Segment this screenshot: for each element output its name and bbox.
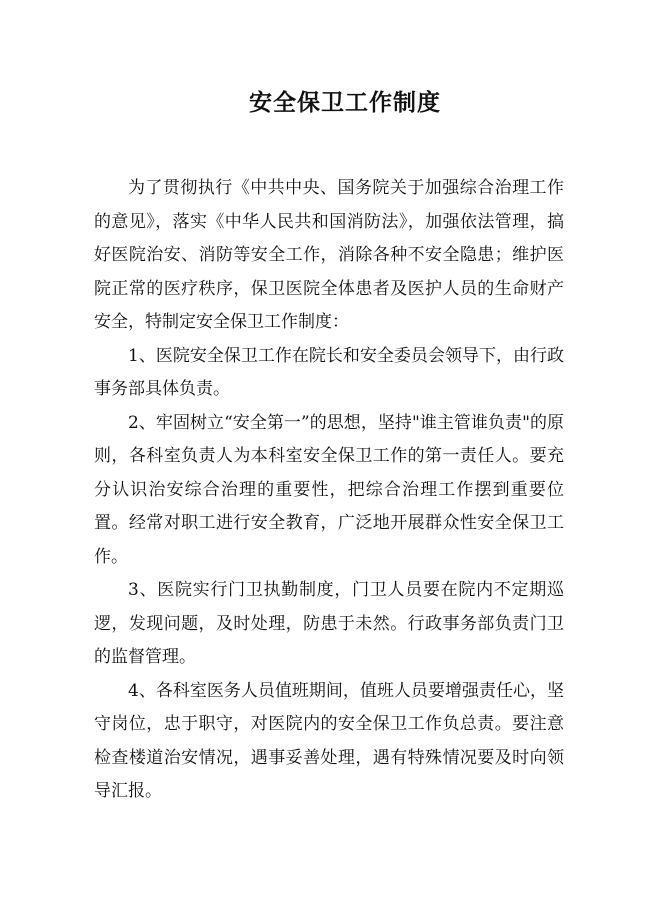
rule-paragraph-4: 4、各科室医务人员值班期间，值班人员要增强责任心，坚守岗位，忠于职守，对医院内的安全保卫工作负总责。要注意检查楼道治安情况，遇事妥善处理，遇有特殊情况要及时向领导汇报。 xyxy=(94,680,564,801)
document-body xyxy=(94,172,564,809)
rule-paragraph-3: 3、医院实行门卫执勤制度，门卫人员要在院内不定期巡逻，发现问题，及时处理，防患于未然。行政事务部负责门卫的监督管理。 xyxy=(94,580,564,667)
rule-paragraph-1: 1、医院安全保卫工作在院长和安全委员会领导下，由行政事务部具体负责。 xyxy=(94,345,564,399)
rule-paragraph-2: 2、牢固树立“安全第一”的思想，坚持"谁主管谁负责"的原则，各科室负责人为本科室安全保卫工作的第一责任人。要充分认识治安综合治理的重要性，把综合治理工作摆到重要位置。经常对职工进行安全教育，广泛地开展群众性安全保卫工作。 xyxy=(94,412,564,567)
document-title: 安全保卫工作制度 xyxy=(249,90,441,116)
intro-paragraph: 为了贯彻执行《中共中央、国务院关于加强综合治理工作的意见》，落实《中华人民共和国消防法》，加强依法管理，搞好医院治安、消防等安全工作，消除各种不安全隐患；维护医院正常的医疗秩序，保卫医院全体患者及医护人员的生命财产安全，特制定安全保卫工作制度： xyxy=(94,178,564,332)
